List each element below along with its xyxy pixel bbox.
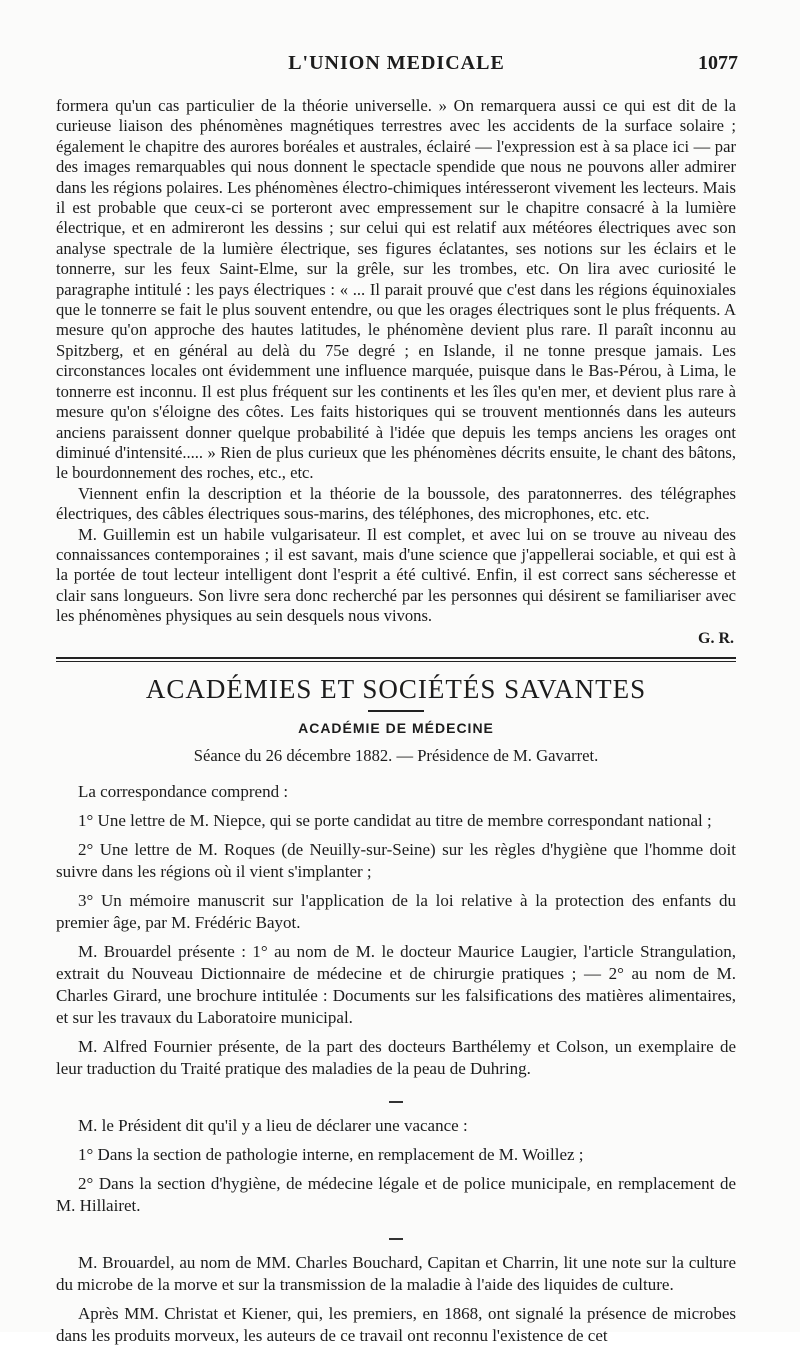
brouardel-note: M. Brouardel, au nom de MM. Charles Bouchard, Capitan et Charrin, lit une note sur la culture du microbe de la morve et sur la transmission de la maladie à l'aide des liquides de culture. — [56, 1252, 736, 1294]
review-paragraph-3: M. Guillemin est un habile vulgarisateur. Il est complet, et avec lui on se trouve au niveau des connaissances contemporaines ; il est savant, mais d'une science que j'appellerai sociable, et qui est à la portée de tout lecteur intelligent dont l'esprit a été cultivé. Enfin, il est correct sans sécheresse et clair sans longueurs. Son livre sera donc recherché par les personnes qui désirent se familiariser avec les phénomènes physiques au sein desquels nous vivons. — [56, 524, 736, 626]
correspondence-intro: La correspondance comprend : — [78, 781, 289, 801]
review-paragraph-2: Viennent enfin la description et la théorie de la boussole, des paratonnerres. des télégraphes électriques, des câbles électriques sous-marins, des téléphones, des microphones, etc. etc. — [56, 483, 736, 524]
correspondence-item-3: 3° Un mémoire manuscrit sur l'application de la loi relative à la protection des enfants du premier âge, par M. Frédéric Bayot. — [56, 890, 736, 932]
vacancy-item-1: 1° Dans la section de pathologie interne, en remplacement de M. Woillez ; — [78, 1144, 584, 1164]
subsection-title: ACADÉMIE DE MÉDECINE — [298, 719, 494, 736]
review-signature: G. R. — [698, 629, 734, 647]
section-title: ACADÉMIES ET SOCIÉTÉS SAVANTES — [145, 673, 647, 704]
title-underline — [368, 710, 424, 712]
president-announcement: M. le Président dit qu'il y a lieu de déclarer une vacance : — [78, 1115, 468, 1135]
microbe-paragraph: Après MM. Christat et Kiener, qui, les premiers, en 1868, ont signalé la présence de microbes dans les produits morveux, les auteurs de ce travail ont reconnu l'existence de cet — [56, 1303, 736, 1345]
proceedings — [56, 781, 736, 1347]
correspondence-item-1: 1° Une lettre de M. Niepce, qui se porte candidat au titre de membre correspondant national ; — [78, 810, 712, 830]
vacancy-item-2: 2° Dans la section d'hygiène, de médecine légale et de police municipale, en remplacement de M. Hillairet. — [56, 1173, 736, 1215]
separator-dash — [56, 1087, 736, 1109]
running-head: L'UNION MEDICALE — [288, 52, 505, 74]
correspondence-item-2: 2° Une lettre de M. Roques (de Neuilly-sur-Seine) sur les règles d'hygiène que l'homme doit suivre dans les régions où il vient s'implanter ; — [56, 839, 736, 881]
page-number: 1077 — [698, 52, 738, 74]
section-divider — [56, 657, 736, 662]
fournier-presentation: M. Alfred Fournier présente, de la part des docteurs Barthélemy et Colson, un exemplaire de leur traduction du Traité pratique des maladies de la peau de Duhring. — [56, 1036, 736, 1078]
page-header — [55, 52, 738, 76]
separator-dash — [56, 1224, 736, 1246]
brouardel-presentation: M. Brouardel présente : 1° au nom de M. le docteur Maurice Laugier, l'article Strangulation, extrait du Nouveau Dictionnaire de médecine et de chirurgie pratiques ; — 2° au nom de M. Charles Girard, une brochure intitulée : Documents sur les falsifications des matières alimentaires, et sur les travaux du Laboratoire municipal. — [56, 941, 736, 1027]
session-line: Séance du 26 décembre 1882. — Présidence de M. Gavarret. — [193, 746, 599, 766]
review-paragraph-1: formera qu'un cas particulier de la théorie universelle. » On remarquera aussi ce qui est dit de la curieuse liaison des phénomènes magnétiques terrestres avec les accidents de la surface solaire ; également le chapitre des aurores boréales et australes, éclairé — l'expression est à sa place ici — par des images remarquables qui nous donnent le spectacle spendide que nous ne pouvons aller admirer dans les régions polaires. Les phénomènes électro-chimiques intéresseront vivement les lecteurs. Mais il est probable que ceux-ci se porteront avec empressement sur le chapitre consacré à la lumière électrique, et en admireront les dessins ; sur celui qui est relatif aux météores électriques avec son analyse spectrale de la lumière électrique, ses figures éclatantes, ses notions sur les éclairs et le tonnerre, sur les feux Saint-Elme, sur la grêle, sur les trombes, etc. On lira avec curiosité le paragraphe intitulé : les pays électriques : « ... Il parait prouvé que c'est dans les régions équinoxiales que le tonnerre se fait le plus souvent entendre, ou que les orages électriques sont le plus fréquents. A mesure qu'on approche des hautes latitudes, le phénomène devient plus rare. Il paraît inconnu au Spitzberg, et en général au delà du 75e degré ; en Islande, il ne tonne presque jamais. Les circonstances locales ont évidemment une influence marquée, puisque dans le Bas-Pérou, à Lima, le tonnerre est inconnu. Il est plus fréquent sur les continents et les îles qu'en mer, et devient plus rare à mesure qu'on s'éloigne des côtes. Les faits historiques qui se trouvent mentionnés dans les auteurs anciens paraissent donner quelque probabilité à l'idée que depuis les temps anciens les orages ont diminué d'intensité..... » Rien de plus curieux que les phénomènes décrits ensuite, le chant des bâtons, le bourdonnement des roches, etc., etc. — [56, 96, 736, 483]
page-body — [56, 96, 736, 1354]
